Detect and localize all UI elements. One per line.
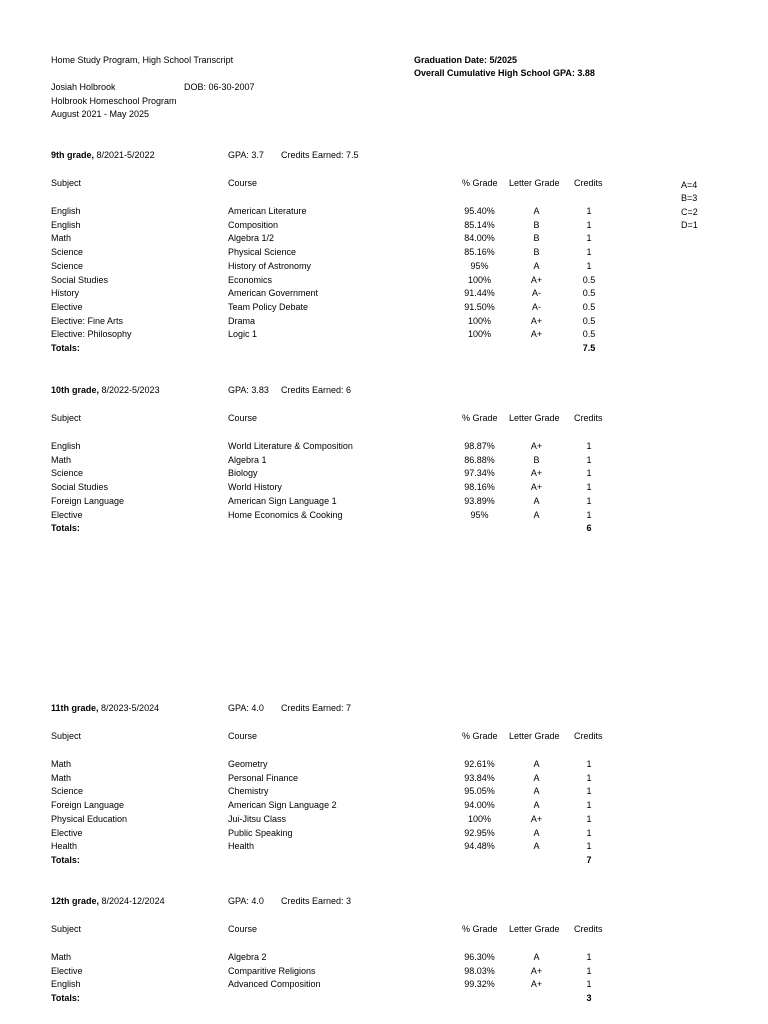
cell-subject: English [51, 441, 81, 451]
cell-pct-grade: 100% [467, 274, 492, 285]
student-name: Josiah Holbrook [51, 82, 116, 92]
cell-letter-grade: B [533, 219, 540, 230]
cell-credits: 1 [586, 965, 592, 976]
cell-subject: Elective [51, 827, 83, 838]
section-title [51, 896, 165, 907]
cell-pct-grade: 96.30% [464, 952, 495, 962]
cell-credits: 1 [586, 233, 592, 244]
cell-subject: Math [51, 233, 72, 244]
scale-b: B=3 [681, 193, 698, 203]
cell-subject: Science [51, 247, 84, 258]
cell-letter-grade: A [533, 827, 540, 838]
section-grade: 11th grade, [51, 703, 99, 713]
header-pct-grade: % Grade [462, 731, 498, 741]
cell-credits: 1 [586, 509, 592, 520]
table-row [0, 441, 768, 455]
header-letter-grade: Letter Grade [509, 731, 560, 741]
cell-subject: Social Studies [51, 274, 109, 285]
cell-subject: Health [51, 841, 78, 852]
totals-row [0, 523, 768, 537]
cell-letter-grade: B [533, 233, 540, 244]
cell-subject: Math [51, 454, 72, 465]
header-subject: Subject [51, 924, 82, 934]
scale-a: A=4 [681, 180, 698, 190]
section-title [51, 385, 160, 396]
cell-letter-grade: A+ [530, 329, 543, 340]
totals-credits: 6 [586, 523, 592, 534]
cell-credits: 1 [586, 800, 592, 811]
cell-course: American Sign Language 2 [228, 800, 337, 811]
header-course: Course [228, 178, 258, 188]
totals-label: Totals: [51, 993, 80, 1004]
cell-subject: English [51, 206, 81, 216]
cell-letter-grade: B [533, 454, 540, 465]
scale-c: C=2 [681, 207, 698, 217]
cell-pct-grade: 98.16% [464, 482, 495, 493]
cell-pct-grade: 94.00% [464, 800, 495, 811]
table-row [0, 233, 768, 247]
totals-credits: 7 [586, 854, 592, 865]
table-row [0, 510, 768, 524]
section-gpa: GPA: 3.7 [228, 150, 264, 160]
cell-course: Geometry [228, 759, 268, 769]
cell-letter-grade: A [533, 759, 540, 769]
header-subject: Subject [51, 178, 82, 188]
cell-subject: Elective [51, 965, 83, 976]
cell-course: Personal Finance [228, 772, 299, 783]
cell-letter-grade: A+ [530, 965, 543, 976]
overall-gpa: Overall Cumulative High School GPA: 3.88 [414, 68, 595, 78]
cell-credits: 1 [586, 495, 592, 506]
cell-subject: Foreign Language [51, 800, 125, 811]
cell-pct-grade: 92.61% [464, 759, 495, 769]
table-row [0, 261, 768, 275]
cell-course: Jui-Jitsu Class [228, 813, 287, 824]
cell-course: American Government [228, 288, 319, 299]
cell-course: Comparitive Religions [228, 965, 316, 976]
totals-credits: 7.5 [582, 343, 596, 353]
cell-pct-grade: 91.44% [464, 288, 495, 299]
program-title: Home Study Program, High School Transcript [51, 55, 234, 65]
cell-letter-grade: A- [532, 301, 541, 312]
section-gpa: GPA: 4.0 [228, 896, 264, 906]
table-row [0, 482, 768, 496]
cell-credits: 1 [586, 260, 592, 271]
cell-subject: Science [51, 260, 84, 271]
cell-credits: 1 [586, 979, 592, 990]
table-row [0, 206, 768, 220]
table-row [0, 800, 768, 814]
section-credits-earned: Credits Earned: 7 [281, 703, 352, 713]
cell-letter-grade: A [533, 206, 540, 216]
totals-row [0, 855, 768, 869]
cell-credits: 0.5 [582, 274, 596, 285]
cell-pct-grade: 85.14% [464, 219, 495, 230]
cell-credits: 1 [586, 952, 592, 962]
cell-pct-grade: 94.48% [464, 841, 495, 852]
cell-credits: 1 [586, 441, 592, 451]
cell-subject: Math [51, 772, 72, 783]
cell-letter-grade: A- [532, 288, 541, 299]
header-subject: Subject [51, 731, 82, 741]
section-credits-earned: Credits Earned: 7.5 [281, 150, 359, 160]
cell-subject: Math [51, 759, 72, 769]
column-header-row [0, 178, 768, 192]
section-dates: 8/2022-5/2023 [99, 385, 160, 395]
cell-credits: 1 [586, 827, 592, 838]
cell-pct-grade: 86.88% [464, 454, 495, 465]
cell-subject: Science [51, 786, 84, 797]
cell-letter-grade: A+ [530, 813, 543, 824]
totals-row [0, 343, 768, 357]
cell-subject: Elective: Philosophy [51, 329, 132, 340]
cell-subject: Foreign Language [51, 495, 125, 506]
totals-label: Totals: [51, 854, 80, 865]
table-row [0, 952, 768, 966]
cell-pct-grade: 98.87% [464, 441, 495, 451]
header-credits: Credits [574, 413, 603, 423]
cell-credits: 1 [586, 759, 592, 769]
cell-pct-grade: 93.84% [464, 772, 495, 783]
section-title [51, 150, 155, 161]
header-pct-grade: % Grade [462, 178, 498, 188]
cell-credits: 1 [586, 206, 592, 216]
cell-letter-grade: A [533, 772, 540, 783]
cell-pct-grade: 97.34% [464, 468, 495, 479]
cell-letter-grade: B [533, 247, 540, 258]
section-dates: 8/2023-5/2024 [98, 703, 160, 713]
cell-credits: 0.5 [582, 288, 596, 299]
cell-subject: Elective: Fine Arts [51, 315, 124, 326]
cell-course: World History [228, 482, 282, 493]
totals-row [0, 993, 768, 1007]
cell-letter-grade: A+ [530, 482, 543, 493]
header-pct-grade: % Grade [462, 924, 498, 934]
cell-credits: 1 [586, 772, 592, 783]
cell-pct-grade: 93.89% [464, 495, 495, 506]
table-row [0, 275, 768, 289]
header-letter-grade: Letter Grade [509, 413, 560, 423]
cell-pct-grade: 100% [467, 813, 492, 824]
cell-subject: English [51, 219, 81, 230]
table-row [0, 496, 768, 510]
cell-course: Algebra 1/2 [228, 233, 275, 244]
totals-credits: 3 [586, 993, 592, 1004]
header-course: Course [228, 924, 258, 934]
cell-course: Biology [228, 468, 258, 479]
column-header-row [0, 731, 768, 745]
cell-pct-grade: 92.95% [464, 827, 495, 838]
enrollment-dates: August 2021 - May 2025 [51, 109, 150, 119]
school-name: Holbrook Homeschool Program [51, 96, 177, 106]
cell-letter-grade: A [533, 952, 540, 962]
cell-pct-grade: 85.16% [464, 247, 495, 258]
table-row [0, 814, 768, 828]
table-row [0, 786, 768, 800]
cell-credits: 0.5 [582, 329, 596, 340]
cell-course: Team Policy Debate [228, 301, 309, 312]
cell-course: Physical Science [228, 247, 297, 258]
cell-course: Economics [228, 274, 273, 285]
table-row [0, 316, 768, 330]
student-dob: DOB: 06-30-2007 [184, 82, 255, 92]
cell-credits: 1 [586, 219, 592, 230]
cell-credits: 1 [586, 786, 592, 797]
cell-course: World Literature & Composition [228, 441, 353, 451]
cell-letter-grade: A+ [530, 315, 543, 326]
header-letter-grade: Letter Grade [509, 178, 560, 188]
table-row [0, 302, 768, 316]
cell-credits: 1 [586, 247, 592, 258]
table-row [0, 966, 768, 980]
cell-course: Logic 1 [228, 329, 258, 340]
header-letter-grade: Letter Grade [509, 924, 560, 934]
totals-label: Totals: [51, 343, 80, 353]
cell-pct-grade: 100% [467, 329, 492, 340]
scale-d: D=1 [681, 220, 698, 230]
column-header-row [0, 924, 768, 938]
cell-course: Home Economics & Cooking [228, 509, 343, 520]
cell-pct-grade: 95% [470, 260, 489, 271]
header-course: Course [228, 413, 258, 423]
table-row [0, 455, 768, 469]
table-row [0, 329, 768, 343]
table-row [0, 828, 768, 842]
cell-credits: 0.5 [582, 301, 596, 312]
cell-pct-grade: 84.00% [464, 233, 495, 244]
cell-subject: Social Studies [51, 482, 109, 493]
cell-course: Drama [228, 315, 256, 326]
cell-pct-grade: 95% [470, 509, 489, 520]
cell-pct-grade: 100% [467, 315, 492, 326]
header-credits: Credits [574, 924, 603, 934]
cell-subject: Elective [51, 301, 83, 312]
cell-course: Advanced Composition [228, 979, 321, 990]
cell-credits: 1 [586, 482, 592, 493]
cell-course: Chemistry [228, 786, 269, 797]
cell-course: American Sign Language 1 [228, 495, 337, 506]
section-dates: 8/2021-5/2022 [94, 150, 155, 160]
header-credits: Credits [574, 178, 603, 188]
cell-letter-grade: A+ [530, 468, 543, 479]
cell-pct-grade: 98.03% [464, 965, 495, 976]
cell-credits: 1 [586, 468, 592, 479]
cell-pct-grade: 95.40% [464, 206, 495, 216]
table-row [0, 759, 768, 773]
cell-letter-grade: A [533, 495, 540, 506]
cell-credits: 1 [586, 454, 592, 465]
table-row [0, 247, 768, 261]
section-gpa: GPA: 4.0 [228, 703, 264, 713]
table-row [0, 220, 768, 234]
cell-course: Algebra 1 [228, 454, 267, 465]
cell-subject: English [51, 979, 81, 990]
cell-course: History of Astronomy [228, 260, 312, 271]
header-subject: Subject [51, 413, 82, 423]
section-grade: 12th grade, [51, 896, 100, 906]
cell-letter-grade: A [533, 786, 540, 797]
cell-course: American Literature [228, 206, 307, 216]
cell-credits: 0.5 [582, 315, 596, 326]
cell-letter-grade: A [533, 509, 540, 520]
cell-course: Health [228, 841, 255, 852]
graduation-date: Graduation Date: 5/2025 [414, 55, 518, 65]
table-row [0, 288, 768, 302]
table-row [0, 841, 768, 855]
table-row [0, 773, 768, 787]
cell-course: Algebra 2 [228, 952, 267, 962]
section-credits-earned: Credits Earned: 6 [281, 385, 352, 395]
cell-subject: Physical Education [51, 813, 128, 824]
cell-pct-grade: 99.32% [464, 979, 495, 990]
cell-credits: 1 [586, 841, 592, 852]
cell-pct-grade: 95.05% [464, 786, 495, 797]
cell-subject: Math [51, 952, 72, 962]
totals-label: Totals: [51, 523, 80, 534]
cell-letter-grade: A+ [530, 979, 543, 990]
table-row [0, 468, 768, 482]
column-header-row [0, 413, 768, 427]
cell-course: Composition [228, 219, 279, 230]
section-gpa: GPA: 3.83 [228, 385, 269, 395]
section-dates: 8/2024-12/2024 [99, 896, 165, 906]
cell-subject: History [51, 288, 80, 299]
cell-letter-grade: A+ [530, 274, 543, 285]
cell-letter-grade: A [533, 800, 540, 811]
table-row [0, 979, 768, 993]
header-credits: Credits [574, 731, 603, 741]
header-pct-grade: % Grade [462, 413, 498, 423]
cell-credits: 1 [586, 813, 592, 824]
cell-letter-grade: A+ [530, 441, 543, 451]
cell-subject: Science [51, 468, 84, 479]
cell-subject: Elective [51, 509, 83, 520]
cell-course: Public Speaking [228, 827, 293, 838]
cell-pct-grade: 91.50% [464, 301, 495, 312]
cell-letter-grade: A [533, 841, 540, 852]
section-credits-earned: Credits Earned: 3 [281, 896, 352, 906]
header-course: Course [228, 731, 258, 741]
section-title [51, 703, 159, 714]
section-grade: 10th grade, [51, 385, 100, 395]
cell-letter-grade: A [533, 260, 540, 271]
section-grade: 9th grade, [51, 150, 95, 160]
